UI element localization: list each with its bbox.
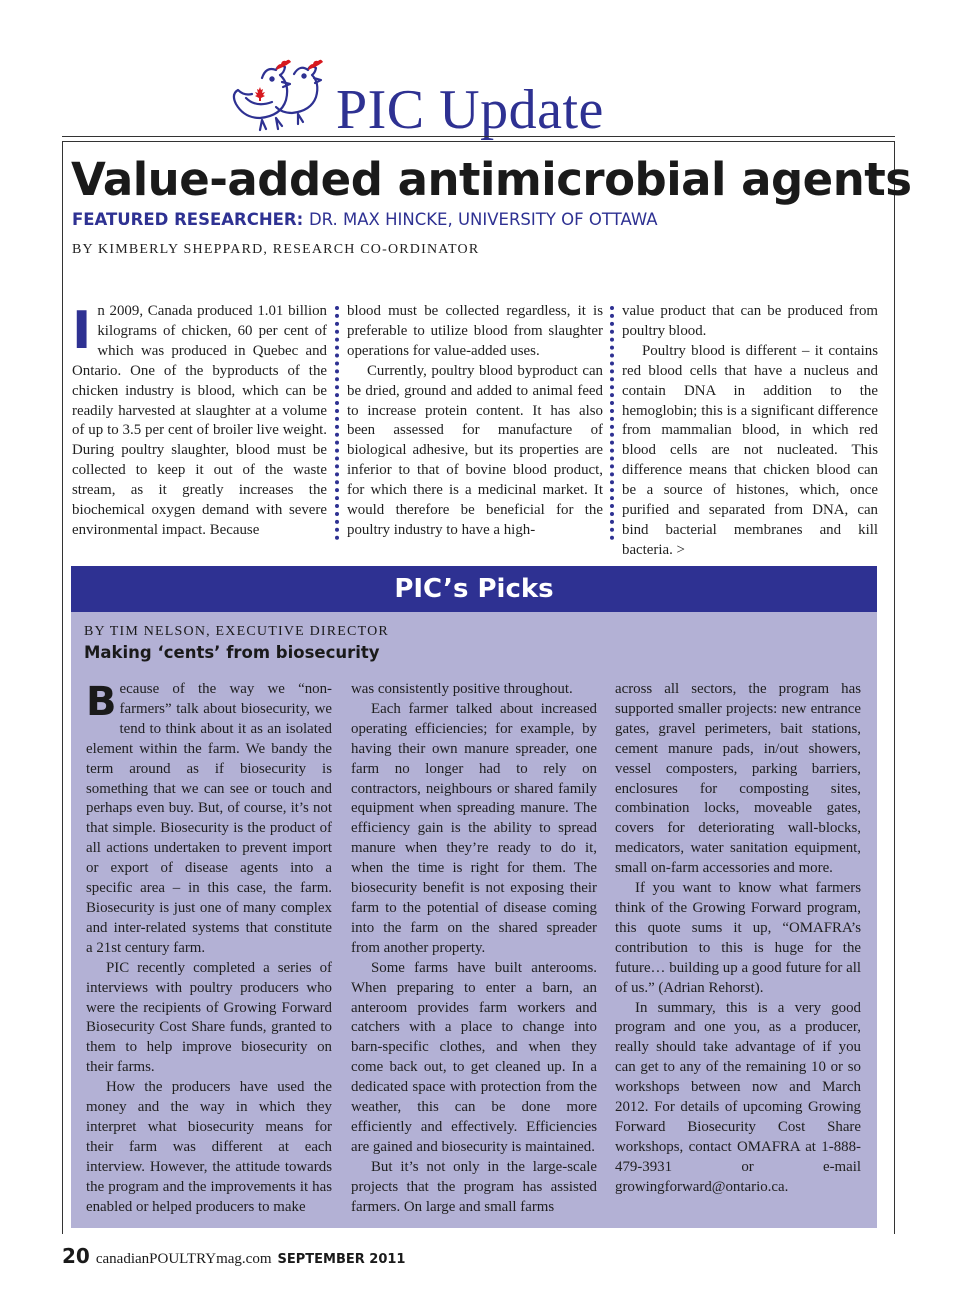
drop-cap: I [72, 301, 92, 361]
issue-date: SEPTEMBER 2011 [277, 1252, 406, 1267]
article-paragraph: In 2009, Canada produced 1.01 billion kilograms of chicken, 60 per cent of which was produced in Quebec and Ontario. One of the byproducts of the chicken industry is blood, which can be readily harvested at slaughter at a volume of up to 3.5 per cent of broiler live weight. During poultry slaughter, blood must be collected to keep it out of the waste stream, as it greatly increases the biochemical oxygen demand with severe environmental impact. Because [72, 301, 327, 538]
drop-cap: B [86, 679, 117, 725]
column-divider [610, 306, 614, 540]
article-column-3 [622, 302, 878, 561]
picks-paragraph: PIC recently completed a series of interviews with poultry producers who were the recipients of Growing Forward Biosecurity Cost Share funds, granted to them to help improve biosecurity on their farms. [86, 959, 332, 1076]
picks-paragraph: In summary, this is a very good program and one you, as a producer, really should take advantage of if you can get to any of the remaining 10 or so workshops between now and March 2012. For details of upcoming Growing Forward Biosecurity Cost Share workshops, contact OMAFRA at 1-888-479-3931 or e-mail growingforward@ontario.ca. [615, 999, 861, 1195]
picks-paragraph: But it’s not only in the large-scale projects that the program has assisted farmers. On large and small farms [351, 1158, 597, 1215]
picks-column-2 [351, 680, 597, 1217]
section-title: PIC Update [336, 79, 604, 141]
picks-paragraph: If you want to know what farmers think of the Growing Forward program, this quote sums it up, “OMAFRA’s contribution to this is huge for the future… building up a good future for all of us.” (Adrian Rehorst). [615, 880, 861, 996]
picks-paragraph: across all sectors, the program has supported smaller projects: new entrance gates, gravel perimeters, bait stations, cement manure pads, in/out showers, vessel composters, parking barriers, enclosures for composting sites, combination locks, moveable gates, covers for deteriorating wall-blocks, medicators, water sanitation equipment, small on-farm accessories and more. [615, 681, 861, 877]
picks-subtitle: Making ‘cents’ from biosecurity [84, 643, 380, 662]
picks-paragraph: How the producers have used the money and the way in which they interpret what biosecurity means for their farm was different at each interview. However, the attitude towards the program and the improvements it has enabled or helped producers to make [86, 1079, 332, 1215]
picks-paragraph: was consistently positive throughout. [351, 681, 573, 697]
picks-paragraph: Because of the way we “non-farmers” talk about biosecurity, we tend to think about it as an isolated element within the farm. We bandy the term around as if biosecurity is something that we can see or touch and perhaps even buy. But, of course, it’s not that simple. Biosecurity is the product of all actions undertaken to prevent import or export of disease agents into a specific area – in this case, the farm. Biosecurity is just one of many complex and inter-related systems that constitute a 21st century farm. [86, 679, 332, 956]
article-paragraph: Poultry blood is different – it contains red blood cells that have a nucleus and contain DNA in addition to the hemoglobin; this is a significant difference from mammalian blood, in which red blood cells are not nucleated. This difference means that chicken blood can be a source of histones, which, once purified and separated from DNA, can bind bacterial membranes and kill bacteria. > [622, 342, 878, 558]
header-rule [62, 136, 895, 137]
article-headline: Value-added antimicrobial agents [71, 153, 912, 206]
picks-byline: BY TIM NELSON, EXECUTIVE DIRECTOR [84, 624, 389, 639]
featured-separator: : [296, 210, 309, 229]
picks-banner: PIC’s Picks [71, 566, 877, 612]
featured-researcher [72, 209, 658, 231]
page-footer [62, 1244, 405, 1268]
featured-name: DR. MAX HINCKE, UNIVERSITY OF OTTAWA [308, 210, 658, 229]
article-column-2 [347, 302, 603, 541]
picks-column-1 [86, 680, 332, 1217]
page-number: 20 [62, 1244, 90, 1268]
chickens-maple-leaf-logo-icon [232, 52, 330, 134]
article-byline: BY KIMBERLY SHEPPARD, RESEARCH CO-ORDINATOR [72, 242, 480, 257]
article-paragraph: Currently, poultry blood byproduct can be dried, ground and added to animal feed to increase protein content. It has also been assessed for manufacture of biological adhesive, but its properties are inferior to that of bovine blood product, for which there is a medicinal market. It would therefore be beneficial for the poultry industry to have a high- [347, 362, 603, 538]
picks-paragraph: Some farms have built anterooms. When preparing to enter a barn, an anteroom provides farm workers and catchers with a place to change into barn-specific clothes, and when they come back out, to get cleaned up. In a dedicated space with protection from the weather, this can be done more efficiently and effectively. Efficiencies are gained and biosecurity is maintained. [351, 959, 597, 1155]
picks-column-3 [615, 680, 861, 1198]
picks-paragraph: Each farmer talked about increased operating efficiencies; for example, by having their own manure spreader, one farm no longer had to rely on contractors, neighbours or shared family equipment when spreading manure. The efficiency gain is the ability to spread manure when they’re ready to do it, when the time is right for them. The biosecurity benefit is not exposing their farm to the potential of disease coming into the farm on the shared spreader from another property. [351, 700, 597, 956]
featured-label: FEATURED RESEARCHER [72, 210, 297, 229]
column-divider [335, 306, 339, 540]
article-paragraph: value product that can be produced from poultry blood. [622, 303, 878, 339]
magazine-url: canadianPOULTRYmag.com [95, 1251, 272, 1267]
article-column-1 [72, 302, 327, 541]
article-paragraph: blood must be collected regardless, it is preferable to utilize blood from slaughter operations for value-added uses. [347, 303, 603, 359]
